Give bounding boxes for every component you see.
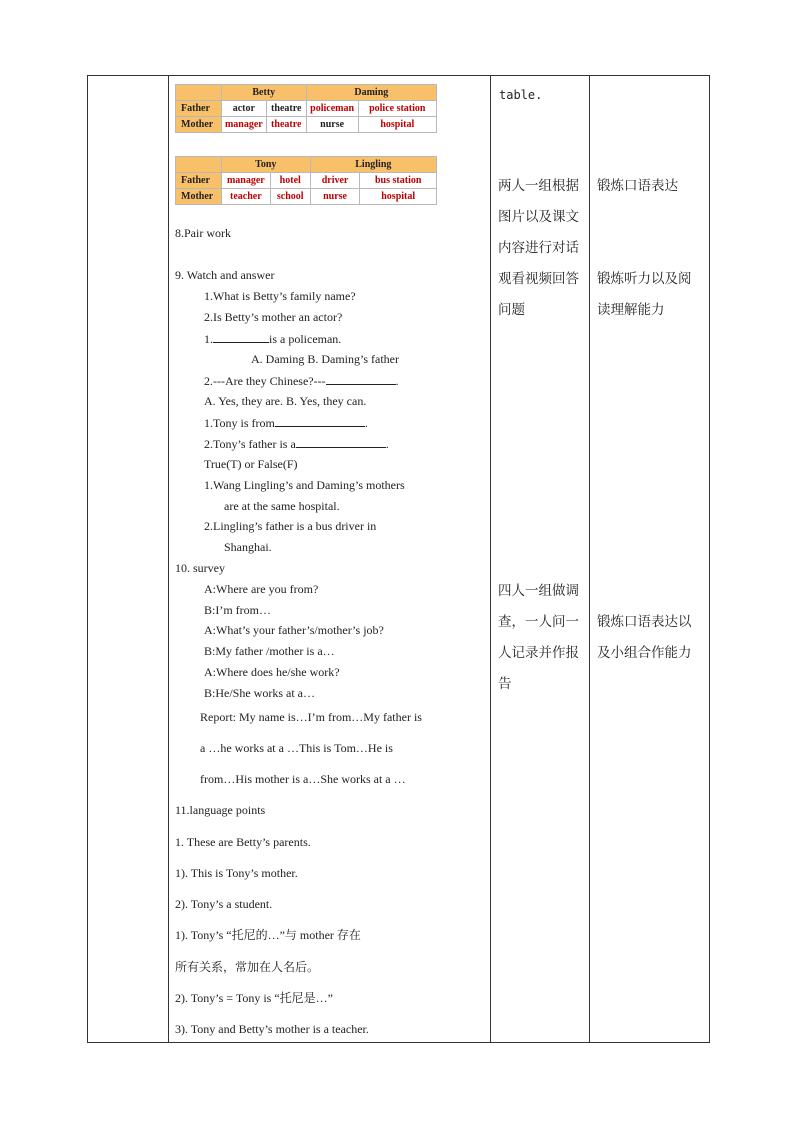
cell: theatre xyxy=(266,101,306,117)
student-activity-cell xyxy=(491,76,590,1043)
true-false-1: 1.Wang Lingling’s and Daming’s mothers xyxy=(204,478,405,492)
cell: manager xyxy=(221,173,270,189)
fill-in-1-options: A. Daming B. Daming’s father xyxy=(251,352,399,366)
header-betty: Betty xyxy=(221,85,306,101)
fill-in-2: 2.---Are they Chinese?--- . xyxy=(204,374,399,388)
activity-text: 两人一组根据 图片以及课文 内容进行对话 观看视频回答 问题 xyxy=(498,178,579,318)
row-label-father: Father xyxy=(176,101,222,117)
purpose-text: 锻炼口语表达 xyxy=(597,178,678,194)
true-false-1-cont: are at the same hospital. xyxy=(224,499,340,513)
header-tony: Tony xyxy=(221,157,310,173)
fill-in-1: 1. is a policeman. xyxy=(204,332,342,346)
cell: police station xyxy=(358,101,436,117)
language-point: 1). Tony’s “托尼的…”与 mother 存在 xyxy=(175,928,361,942)
watch-heading: 9. Watch and answer xyxy=(175,268,275,282)
cell: actor xyxy=(221,101,266,117)
cell: nurse xyxy=(310,189,360,205)
cell: driver xyxy=(310,173,360,189)
cell: bus station xyxy=(360,173,437,189)
survey-line: B:I’m from… xyxy=(204,603,271,617)
language-point: 所有关系，常加在人名后。 xyxy=(175,960,320,974)
purpose-text: 锻炼口语表达以 及小组合作能力 xyxy=(597,614,692,661)
empty-column xyxy=(88,76,169,1043)
report-line: from…His mother is a…She works at a … xyxy=(200,772,406,786)
true-false-2-cont: Shanghai. xyxy=(224,540,272,554)
language-point: 2). Tony’s a student. xyxy=(175,897,273,911)
table-continuation: table. xyxy=(499,88,543,102)
header-daming: Daming xyxy=(306,85,436,101)
cell: manager xyxy=(221,117,266,133)
lesson-plan-table xyxy=(87,75,710,1043)
purpose-text: 锻炼听力以及阅 读理解能力 xyxy=(597,271,692,318)
row-label-mother: Mother xyxy=(176,189,222,205)
tony-question-2: 2.Tony’s father is a . xyxy=(204,437,389,451)
survey-line: A:What’s your father’s/mother’s job? xyxy=(204,623,384,637)
question-1: 1.What is Betty’s family name? xyxy=(204,289,356,303)
language-point: 3). Tony and Betty’s mother is a teacher. xyxy=(175,1022,369,1036)
language-points-heading: 11.language points xyxy=(175,803,266,817)
survey-line: B:He/She works at a… xyxy=(204,686,315,700)
survey-heading: 10. survey xyxy=(175,561,225,575)
survey-line: B:My father /mother is a… xyxy=(204,644,335,658)
answer-blank xyxy=(296,436,386,448)
question-2: 2.Is Betty’s mother an actor? xyxy=(204,310,343,324)
activity-text: 四人一组做调 查，一人问一 人记录并作报 告 xyxy=(498,583,579,692)
report-line: Report: My name is…I’m from…My father is xyxy=(200,710,422,724)
language-point: 2). Tony’s = Tony is “托尼是…” xyxy=(175,991,333,1005)
pair-work-heading: 8.Pair work xyxy=(175,226,231,240)
cell: hotel xyxy=(270,173,310,189)
survey-line: A:Where does he/she work? xyxy=(204,665,340,679)
cell: teacher xyxy=(221,189,270,205)
row-label-father: Father xyxy=(176,173,222,189)
cell: theatre xyxy=(266,117,306,133)
header-lingling: Lingling xyxy=(310,157,436,173)
design-purpose-cell xyxy=(590,76,710,1043)
cell: policeman xyxy=(306,101,358,117)
survey-line: A:Where are you from? xyxy=(204,582,319,596)
cell: school xyxy=(270,189,310,205)
cell: nurse xyxy=(306,117,358,133)
fill-in-2-options: A. Yes, they are. B. Yes, they can. xyxy=(204,394,367,408)
true-false-2: 2.Lingling’s father is a bus driver in xyxy=(204,519,377,533)
answer-blank xyxy=(326,373,396,385)
job-table-betty-daming xyxy=(175,84,437,133)
true-false-heading: True(T) or False(F) xyxy=(204,457,298,471)
row-label-mother: Mother xyxy=(176,117,222,133)
job-table-tony-lingling xyxy=(175,156,437,205)
cell: hospital xyxy=(358,117,436,133)
teaching-process-cell xyxy=(169,76,491,1043)
answer-blank xyxy=(275,415,365,427)
language-point: 1. These are Betty’s parents. xyxy=(175,835,311,849)
cell: hospital xyxy=(360,189,437,205)
report-line: a …he works at a …This is Tom…He is xyxy=(200,741,393,755)
language-point: 1). This is Tony’s mother. xyxy=(175,866,298,880)
tony-question-1: 1.Tony is from . xyxy=(204,416,368,430)
answer-blank xyxy=(213,331,269,343)
